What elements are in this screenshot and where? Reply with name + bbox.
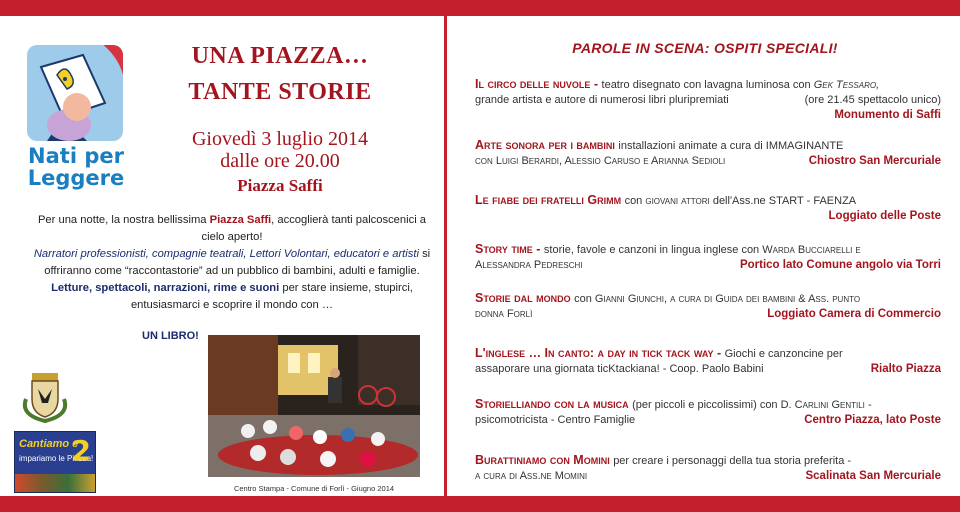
event-item <box>475 137 941 169</box>
intro-performers: Narratori professionisti, compagnie teatrali, Lettori Volontari, educatori e artisti <box>33 248 419 260</box>
event-item-desc: dell'Ass.ne START - FAENZA <box>709 195 857 207</box>
event-item-text: con <box>624 195 646 207</box>
event-item-detail: grande artista e autore di numerosi libri pluripremiati <box>475 94 729 106</box>
event-item-title: Arte sonora per i bambini <box>475 138 619 152</box>
event-item-guest: Warda Bucciarelli e <box>762 244 861 256</box>
event-item <box>475 241 941 273</box>
print-credit: Centro Stampa - Comune di Forlì - Giugno 2014 <box>233 484 395 493</box>
event-item-text: con <box>792 79 814 91</box>
event-item-location: Scalinata San Mercuriale <box>805 470 941 482</box>
event-item-detail: assaporare una giornata ticKtackiana! - Coop. Paolo Babini <box>475 363 764 375</box>
event-item-desc: , a cura di Guida dei bambini & Ass. punto <box>663 293 861 305</box>
event-item-title: Storie dal mondo <box>475 291 575 305</box>
event-item-location: Loggiato Camera di Commercio <box>767 308 941 320</box>
event-item <box>475 396 941 428</box>
event-title <box>160 38 400 110</box>
event-item-location: Centro Piazza, lato Poste <box>804 414 941 426</box>
bottom-red-band <box>0 496 960 512</box>
event-item-title: Il circo delle nuvole - <box>475 77 602 91</box>
event-item-detail: psicomotricista - Centro Famiglie <box>475 414 636 426</box>
event-time: dalle ore 20.00 <box>220 150 340 172</box>
event-item-location: Loggiato delle Poste <box>828 210 941 222</box>
intro-activities: Letture, spettacoli, narrazioni, rime e suoni <box>51 282 280 294</box>
event-item-text: con <box>741 244 763 256</box>
event-place: Piazza Saffi <box>237 176 323 195</box>
event-datetime <box>160 128 400 172</box>
event-item-guest: IMMAGINANTE <box>765 140 844 152</box>
nati-per-leggere-logo <box>27 45 125 193</box>
badge-text: Cantiamo e <box>19 438 79 450</box>
event-item-title: Le fiabe dei fratelli Grimm <box>475 193 625 207</box>
event-item <box>475 452 941 484</box>
event-item-guest: D. Carlini Gentili - <box>780 399 872 411</box>
event-item <box>475 192 941 224</box>
event-item-desc: (per piccoli e piccolissimi) con <box>632 399 781 411</box>
event-item-title: Burattiniamo con Momini <box>475 453 614 467</box>
event-item-desc: installazioni animate <box>618 140 721 152</box>
column-divider <box>444 16 447 496</box>
badge-number: 2 <box>71 434 91 467</box>
event-title-line1: UNA PIAZZA… <box>191 43 369 69</box>
event-photo <box>208 335 420 477</box>
event-title-line2: TANTE STORIE <box>188 79 372 105</box>
event-item-title: L'inglese … In canto: a day in tick tack way - <box>475 346 725 360</box>
event-item <box>475 345 941 377</box>
event-item-detail: donna Forlì <box>475 308 533 320</box>
badge-subtitle: impariamo le Piazza! <box>19 454 94 463</box>
event-date: Giovedì 3 luglio 2014 <box>191 128 369 150</box>
event-item-detail: a cura di Ass.ne Momini <box>475 470 588 482</box>
event-item-desc: storie, favole e canzoni in lingua inglese <box>543 244 742 256</box>
event-item-guest: Gianni Giunchi <box>594 293 664 305</box>
section-title: PAROLE IN SCENA: OSPITI SPECIALI! <box>572 40 838 56</box>
event-item <box>475 76 941 123</box>
intro-highlight-place: Piazza Saffi <box>209 214 272 226</box>
event-item-title: Story time - <box>475 242 544 256</box>
event-item <box>475 290 941 322</box>
event-item-text: con <box>574 293 595 305</box>
intro-paragraph <box>26 212 438 314</box>
event-item-location: Chiostro San Mercuriale <box>808 155 941 167</box>
event-item-detail: con Luigi Berardi, Alessio Caruso e Arianna Sedioli <box>475 155 726 167</box>
event-item-guest: giovani attori <box>645 195 710 207</box>
event-item-text: a cura di <box>720 140 766 152</box>
intro-text: Per una notte, la nostra bellissima <box>37 214 210 226</box>
logo-text-line2: Leggere <box>27 166 125 190</box>
event-item-desc: Giochi e canzoncine per <box>724 348 843 360</box>
event-item-location: Portico lato Comune angolo via Torri <box>739 259 941 271</box>
event-item-desc: per creare i personaggi della tua storia preferita - <box>613 455 852 467</box>
event-item-detail: Alessandra Pedreschi <box>475 259 583 271</box>
intro-text: si offriranno come “raccontastorie” ad un pubblico di bambini, adulti e famiglie. <box>44 248 431 277</box>
event-item-note: (ore 21.45 spettacolo unico) <box>804 94 941 106</box>
intro-text: per stare insieme, stupirci, entusiasmarci e scoprire il mondo con … <box>130 282 413 311</box>
city-crest-icon <box>18 369 72 423</box>
intro-text: , accoglierà tanti palcoscenici a cielo aperto! <box>201 214 427 243</box>
cantiamo-badge <box>14 431 96 493</box>
top-red-band <box>0 0 960 16</box>
event-item-title: Storielliando con la musica <box>475 397 633 411</box>
closing-tagline: UN LIBRO! <box>142 330 199 342</box>
event-item-location: Monumento di Saffi <box>834 109 941 121</box>
event-item-location: Rialto Piazza <box>870 363 941 375</box>
event-item-guest: Gek Tessaro, <box>813 79 880 91</box>
event-item-desc: teatro disegnato con lavagna luminosa <box>601 79 793 91</box>
logo-text-line1: Nati per <box>28 144 124 168</box>
badge-photo-strip <box>15 474 95 492</box>
logo-illustration <box>27 45 123 141</box>
